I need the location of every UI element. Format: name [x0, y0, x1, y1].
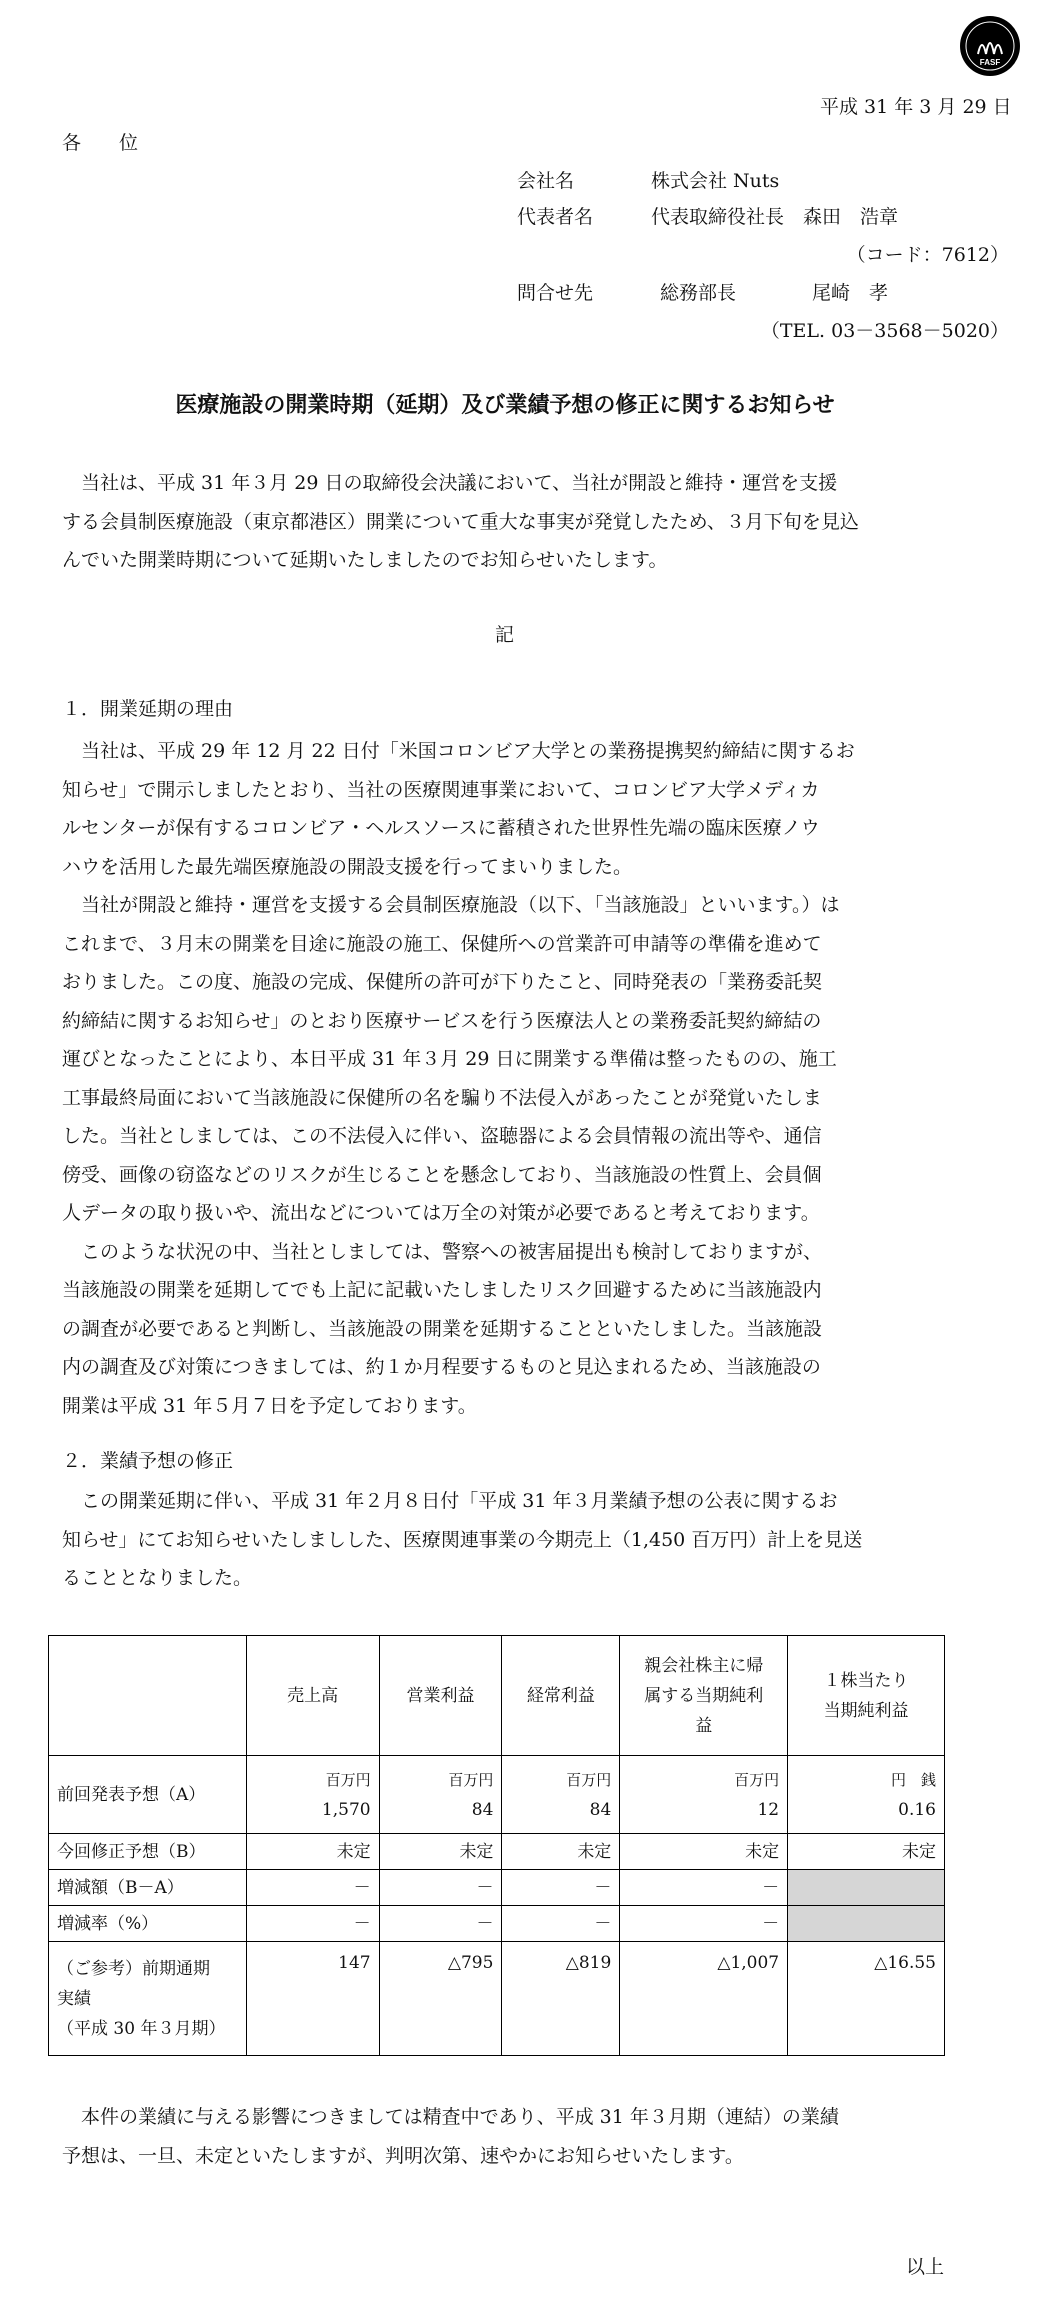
intro-line: する会員制医療施設（東京都港区）開業について重大な事実が発覚したため、３月下旬を見込	[62, 510, 859, 533]
table-corner-cell	[49, 1636, 247, 1756]
row-label-line: （ご参考）前期通期	[57, 1958, 210, 1979]
row-label: 前回発表予想（A）	[49, 1756, 247, 1834]
table-row-change-rate	[49, 1906, 945, 1942]
section1-line: ハウを活用した最先端医療施設の開設支援を行ってまいりました。	[62, 855, 633, 878]
section1-line: 知らせ」で開示しましたとおり、当社の医療関連事業において、コロンビア大学メディカ	[62, 778, 820, 801]
cell-value: 1,570	[321, 1799, 371, 1820]
section2-heading: ２．業績予想の修正	[62, 1450, 234, 1472]
section1-body	[62, 732, 1008, 1425]
header-net-income-line: 益	[695, 1715, 713, 1736]
forecast-table	[48, 1635, 945, 2056]
contact-tel: （TEL. 03－3568－5020）	[760, 320, 1009, 342]
section2-line: この開業延期に伴い、平成 31 年２月８日付「平成 31 年３月業績予想の公表に関するお	[62, 1490, 838, 1512]
header-ordinary-income: 経常利益	[502, 1636, 620, 1756]
table-row-reference	[49, 1942, 945, 2056]
section1-line: 人データの取り扱いや、流出などについては万全の対策が必要であると考えております。	[62, 1202, 820, 1224]
header-net-income-line: 親会社株主に帰	[644, 1655, 764, 1676]
section1-line: 傍受、画像の窃盗などのリスクが生じることを懸念しており、当該施設の性質上、会員個	[62, 1163, 822, 1186]
cell-value: 未定	[246, 1834, 379, 1870]
company-value: 株式会社 Nuts	[651, 170, 780, 192]
stock-code: （コード：7612）	[846, 244, 1009, 266]
header-eps-line: １株当たり	[823, 1670, 909, 1691]
cell-value: －	[379, 1870, 502, 1906]
cell-eps	[788, 1756, 945, 1834]
shaded-cell	[788, 1870, 945, 1906]
closing-paragraph	[62, 2098, 1008, 2175]
intro-line: んでいた開業時期について延期いたしましたのでお知らせいたします。	[62, 549, 668, 571]
header-operating-income: 営業利益	[379, 1636, 502, 1756]
cell-value: 未定	[620, 1834, 788, 1870]
section1-line: おりました。この度、施設の完成、保健所の許可が下りたこと、同時発表の「業務委託契	[62, 971, 823, 993]
row-label: 今回修正予想（B）	[49, 1834, 247, 1870]
section1-line: の調査が必要であると判断し、当該施設の開業を延期することといたしました。当該施設	[62, 1317, 823, 1340]
section1-line: 内の調査及び対策につきましては、約１か月程要するものと見込まれるため、当該施設の	[62, 1356, 821, 1378]
section1-line: 運びとなったことにより、本日平成 31 年３月 29 日に開業する準備は整ったものの、施工	[62, 1048, 837, 1070]
cell-value: －	[502, 1870, 620, 1906]
cell-ordinary-income	[502, 1756, 620, 1834]
table-header-row	[49, 1636, 945, 1756]
section1-line: 約締結に関するお知らせ」のとおり医療サービスを行う医療法人との業務委託契約締結の	[62, 1009, 822, 1032]
cell-value: 未定	[502, 1834, 620, 1870]
intro-line: 当社は、平成 31 年３月 29 日の取締役会決議において、当社が開設と維持・運営を支援	[62, 472, 838, 494]
section1-heading: １．開業延期の理由	[62, 698, 234, 720]
document-date: 平成 31 年 3 月 29 日	[820, 96, 1012, 118]
cell-value: 未定	[379, 1834, 502, 1870]
cell-value: 84	[471, 1799, 494, 1820]
intro-paragraph	[62, 464, 1008, 580]
header-net-income-parent	[620, 1636, 788, 1756]
section1-line: これまで、３月末の開業を目途に施設の施工、保健所への営業許可申請等の準備を進めて	[62, 932, 822, 955]
company-label: 会社名	[517, 170, 575, 192]
cell-value: －	[620, 1906, 788, 1942]
representative-label: 代表者名	[517, 206, 594, 228]
contact-value: 総務部長 尾崎 孝	[660, 282, 889, 304]
cell-value: 147	[246, 1942, 379, 2056]
section2-line: ることとなりました。	[62, 1567, 253, 1589]
unit-label: 百万円	[734, 1770, 780, 1789]
header-sales: 売上高	[246, 1636, 379, 1756]
cell-value: 0.16	[898, 1799, 936, 1820]
end-mark: 以上	[906, 2256, 945, 2278]
section1-line: 工事最終局面において当該施設に保健所の名を騙り不法侵入があったことが発覚いたしま	[62, 1086, 822, 1109]
cell-sales	[246, 1756, 379, 1834]
fasf-seal-icon	[958, 14, 1022, 78]
cell-value: △16.55	[788, 1942, 945, 2056]
table-row-revised-forecast	[49, 1834, 945, 1870]
section1-line: 当該施設の開業を延期してでも上記に記載いたしましたリスク回避するために当該施設内	[62, 1279, 822, 1301]
ki-marker: 記	[495, 624, 515, 646]
cell-value: △795	[379, 1942, 502, 2056]
closing-line: 本件の業績に与える影響につきましては精査中であり、平成 31 年３月期（連結）の業績	[62, 2106, 839, 2128]
row-label: 増減額（B－A）	[49, 1870, 247, 1906]
section1-line: このような状況の中、当社としましては、警察への被害届提出も検討しておりますが、	[62, 1240, 823, 1263]
section2-line: 知らせ」にてお知らせいたしましした、医療関連事業の今期売上（1,450 百万円）計上を見送	[62, 1528, 863, 1551]
logo-text: FASF	[979, 58, 1001, 67]
section1-line: ルセンターが保有するコロンビア・ヘルスソースに蓄積された世界性先端の臨床医療ノウ	[62, 817, 820, 839]
addressee: 各 位	[62, 132, 139, 154]
closing-line: 予想は、一旦、未定といたしますが、判明次第、速やかにお知らせいたします。	[62, 2144, 744, 2167]
section1-line: 当社が開設と維持・運営を支援する会員制医療施設（以下、「当該施設」といいます。）は	[62, 894, 840, 916]
document-title: 医療施設の開業時期（延期）及び業績予想の修正に関するお知らせ	[175, 392, 835, 418]
cell-value: △819	[502, 1942, 620, 2056]
cell-value: 12	[757, 1799, 780, 1820]
shaded-cell	[788, 1906, 945, 1942]
cell-value: 未定	[788, 1834, 945, 1870]
row-label: 増減率（%）	[49, 1906, 247, 1942]
cell-value: －	[502, 1906, 620, 1942]
unit-label: 百万円	[566, 1770, 612, 1789]
cell-value: －	[246, 1870, 379, 1906]
unit-label: 百万円	[448, 1770, 494, 1789]
table-row-previous-forecast	[49, 1756, 945, 1834]
cell-value: △1,007	[620, 1942, 788, 2056]
cell-operating-income	[379, 1756, 502, 1834]
row-label-line: （平成 30 年３月期）	[57, 2018, 226, 2039]
header-net-income-line: 属する当期純利	[644, 1685, 764, 1706]
section2-body	[62, 1482, 1008, 1598]
cell-value: －	[379, 1906, 502, 1942]
section1-line: した。当社としましては、この不法侵入に伴い、盗聴器による会員情報の流出等や、通信	[62, 1125, 822, 1147]
cell-value: 84	[589, 1799, 612, 1820]
header-eps-line: 当期純利益	[823, 1700, 909, 1721]
cell-value: －	[620, 1870, 788, 1906]
row-label-line: 実績	[57, 1988, 91, 2009]
cell-net-income	[620, 1756, 788, 1834]
header-eps	[788, 1636, 945, 1756]
unit-label: 円 銭	[890, 1770, 936, 1789]
cell-value: －	[246, 1906, 379, 1942]
section1-line: 開業は平成 31 年５月７日を予定しております。	[62, 1394, 477, 1417]
section1-line: 当社は、平成 29 年 12 月 22 日付「米国コロンビア大学との業務提携契約締結に関するお	[62, 740, 855, 762]
table-row-change-amount	[49, 1870, 945, 1906]
unit-label: 百万円	[325, 1770, 371, 1789]
representative-value: 代表取締役社長 森田 浩章	[651, 206, 899, 228]
row-label	[49, 1942, 247, 2056]
contact-label: 問合せ先	[517, 282, 594, 304]
